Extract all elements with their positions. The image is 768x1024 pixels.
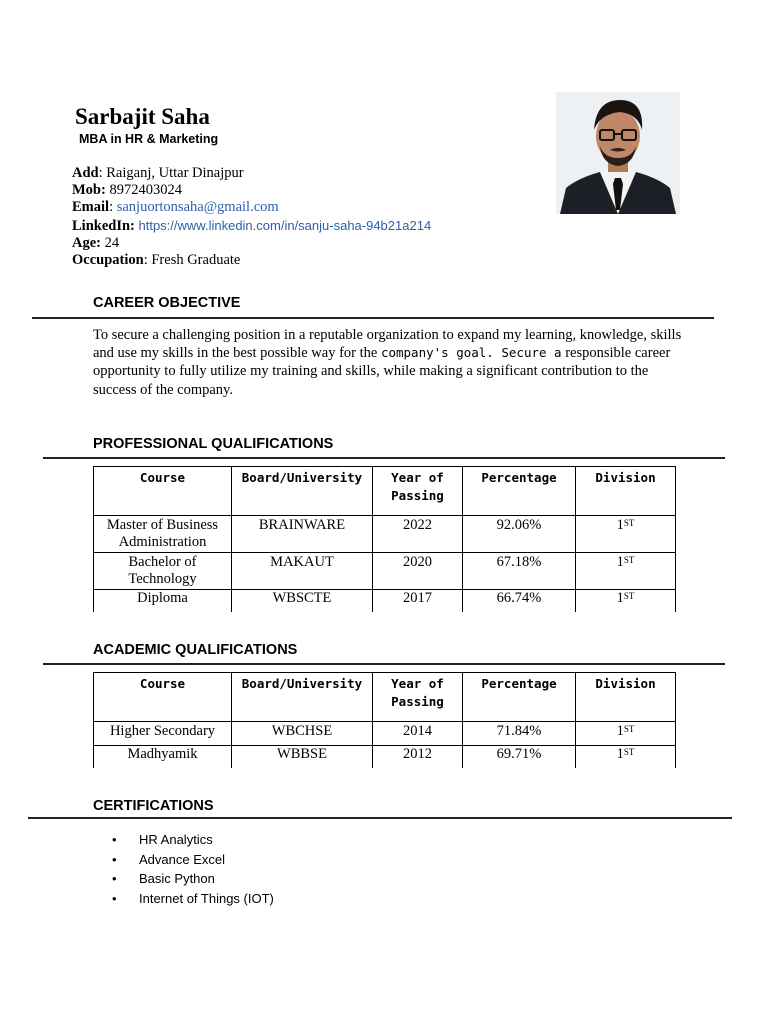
career-objective-text (93, 326, 693, 399)
cell-percentage: 67.18% (463, 553, 576, 590)
cell-percentage: 71.84% (463, 722, 576, 746)
header-percentage: Percentage (463, 673, 576, 722)
cell-board: MAKAUT (232, 553, 373, 590)
header-year: Year of Passing (373, 467, 463, 516)
header-year: Year of Passing (373, 673, 463, 722)
email-row: Email: sanjuortonsaha@gmail.com (72, 199, 279, 216)
cell-division: 1ST (576, 722, 676, 746)
cell-course: Diploma (94, 590, 232, 612)
header-percentage: Percentage (463, 467, 576, 516)
career-objective-divider (32, 317, 714, 319)
header-division: Division (576, 467, 676, 516)
cell-course: Master of Business Administration (94, 516, 232, 553)
profile-photo-illustration (556, 92, 680, 214)
academic-qualifications-table (93, 672, 676, 768)
candidate-degree: MBA in HR & Marketing (79, 132, 219, 146)
address-row: Add: Raiganj, Uttar Dinajpur (72, 165, 244, 181)
header-board: Board/University (232, 467, 373, 516)
mobile-row (72, 182, 431, 199)
cell-year: 2014 (373, 722, 463, 746)
header-board: Board/University (232, 673, 373, 722)
cell-course: Madhyamik (94, 746, 232, 768)
age-label: Age: (72, 234, 101, 251)
cell-board: BRAINWARE (232, 516, 373, 553)
cell-course: Higher Secondary (94, 722, 232, 746)
bullet-icon: • (112, 851, 117, 867)
certification-label: Advance Excel (139, 851, 225, 867)
occupation-row: Occupation: Fresh Graduate (72, 252, 241, 269)
bullet-icon: • (112, 832, 117, 847)
certification-label: Basic Python (139, 871, 215, 887)
career-objective-text-part-1: To secure a challenging position in a reputable organization to expand my learning, knowledge, skills and use my skills in the best possible way for the (93, 327, 682, 362)
contact-info (72, 165, 431, 269)
mobile-label: Mob: (72, 182, 106, 199)
cell-percentage: 92.06% (463, 516, 576, 553)
cell-year: 2020 (373, 553, 463, 590)
career-objective-text-part-2: company's goal. Secure a (380, 345, 562, 361)
header-course: Course (94, 467, 232, 516)
cell-board: WBCHSE (232, 722, 373, 746)
email-label: Email (72, 199, 110, 216)
professional-qualifications-divider (43, 457, 725, 459)
email-link[interactable]: sanjuortonsaha@gmail.com (116, 199, 279, 216)
candidate-name: Sarbajit Saha (75, 104, 210, 129)
certifications-list (112, 830, 274, 909)
professional-qualifications-heading: PROFESSIONAL QUALIFICATIONS (93, 436, 334, 452)
academic-qualifications-heading: ACADEMIC QUALIFICATIONS (93, 642, 298, 658)
certifications-divider (28, 817, 732, 819)
list-item (112, 850, 274, 870)
bullet-icon: • (112, 891, 117, 907)
occupation-label: Occupation (72, 252, 144, 269)
table-row (94, 516, 676, 553)
profile-photo (556, 92, 680, 214)
cell-division: 1ST (576, 516, 676, 553)
cell-year: 2022 (373, 516, 463, 553)
professional-qualifications-table (93, 466, 676, 612)
cell-course: Bachelor of Technology (94, 553, 232, 590)
certifications-heading: CERTIFICATIONS (93, 798, 214, 814)
table-row (94, 553, 676, 590)
mobile-value: 8972403024 (109, 182, 182, 199)
cell-percentage: 66.74% (463, 590, 576, 612)
linkedin-link[interactable]: https://www.linkedin.com/in/sanju-saha-94b21a214 (138, 217, 432, 233)
occupation-value: Fresh Graduate (151, 252, 241, 269)
header-course: Course (94, 673, 232, 722)
list-item (112, 869, 274, 889)
cell-division: 1ST (576, 746, 676, 768)
certification-label: HR Analytics (139, 832, 213, 847)
cell-year: 2012 (373, 746, 463, 768)
age-value: 24 (104, 234, 120, 251)
table-row (94, 722, 676, 746)
list-item (112, 889, 274, 909)
cell-percentage: 69.71% (463, 746, 576, 768)
certification-label: Internet of Things (IOT) (139, 891, 274, 907)
cell-year: 2017 (373, 590, 463, 612)
bullet-icon: • (112, 871, 117, 887)
table-header-row (94, 673, 676, 722)
career-objective-heading: CAREER OBJECTIVE (93, 295, 241, 311)
address-label: Add (72, 165, 99, 181)
cell-division: 1ST (576, 553, 676, 590)
career-objective-text-part-3: responsible career opportunity to fully utilize my training and skills, while making a significant contribution to the success of the company. (93, 345, 671, 398)
table-header-row (94, 467, 676, 516)
cell-board: WBBSE (232, 746, 373, 768)
list-item (112, 830, 274, 850)
address-value: Raiganj, Uttar Dinajpur (106, 165, 244, 181)
cell-board: WBSCTE (232, 590, 373, 612)
table-row (94, 590, 676, 612)
table-row (94, 746, 676, 768)
age-row (72, 235, 431, 252)
cell-division: 1ST (576, 590, 676, 612)
linkedin-row (72, 217, 431, 235)
header-division: Division (576, 673, 676, 722)
linkedin-label: LinkedIn: (72, 217, 135, 234)
academic-qualifications-divider (43, 663, 725, 665)
